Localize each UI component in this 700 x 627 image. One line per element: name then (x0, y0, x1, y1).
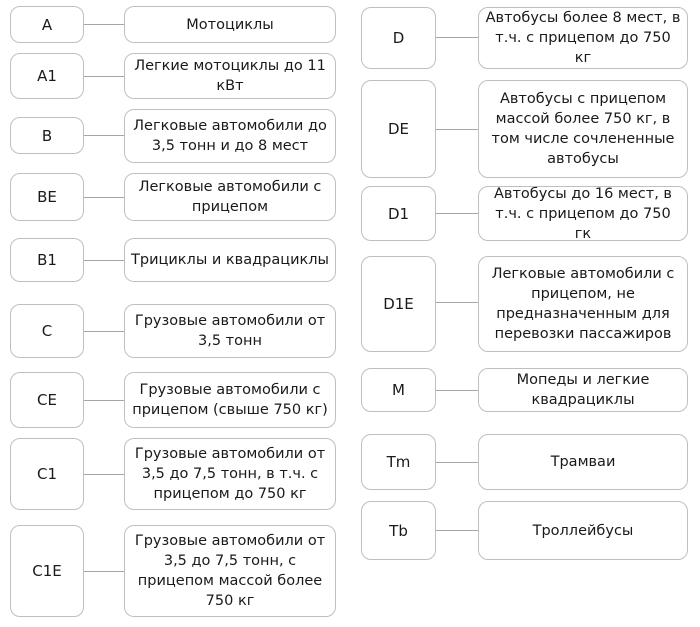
category-code-box: B1 (10, 238, 84, 282)
category-code-box: D1E (361, 256, 436, 352)
category-code-box: C (10, 304, 84, 358)
connector-line (84, 474, 124, 475)
category-code-box: M (361, 368, 436, 412)
category-code-box: B (10, 117, 84, 154)
category-code-box: Tm (361, 434, 436, 490)
connector-line (436, 530, 478, 531)
category-description-box: Грузовые автомобили от 3,5 тонн (124, 304, 336, 358)
category-code-box: A1 (10, 53, 84, 99)
connector-line (436, 213, 478, 214)
connector-line (84, 135, 124, 136)
category-description-box: Автобусы более 8 мест, в т.ч. с прицепом до 750 кг (478, 7, 688, 69)
category-description-box: Грузовые автомобили от 3,5 до 7,5 тонн, с прицепом массой более 750 кг (124, 525, 336, 617)
connector-line (84, 331, 124, 332)
connector-line (436, 37, 478, 38)
connector-line (84, 197, 124, 198)
category-code-box: CE (10, 372, 84, 428)
category-description-box: Грузовые автомобили от 3,5 до 7,5 тонн, в т.ч. с прицепом до 750 кг (124, 438, 336, 510)
category-code-box: D (361, 7, 436, 69)
connector-line (84, 571, 124, 572)
connector-line (436, 462, 478, 463)
category-description-box: Мопеды и легкие квадрациклы (478, 368, 688, 412)
category-description-box: Легкие мотоциклы до 11 кВт (124, 53, 336, 99)
category-code-box: BE (10, 173, 84, 221)
category-description-box: Легковые автомобили до 3,5 тонн и до 8 мест (124, 109, 336, 163)
category-description-box: Мотоциклы (124, 6, 336, 43)
category-description-box: Трициклы и квадрациклы (124, 238, 336, 282)
category-description-box: Троллейбусы (478, 501, 688, 560)
connector-line (84, 400, 124, 401)
category-code-box: C1 (10, 438, 84, 510)
category-description-box: Трамваи (478, 434, 688, 490)
category-description-box: Автобусы до 16 мест, в т.ч. с прицепом до 750 гк (478, 186, 688, 241)
category-description-box: Легковые автомобили с прицепом, не предназначенным для перевозки пассажиров (478, 256, 688, 352)
category-code-box: C1E (10, 525, 84, 617)
connector-line (436, 302, 478, 303)
category-code-box: DE (361, 80, 436, 178)
category-code-box: D1 (361, 186, 436, 241)
category-description-box: Легковые автомобили с прицепом (124, 173, 336, 221)
connector-line (84, 76, 124, 77)
category-code-box: A (10, 6, 84, 43)
connector-line (436, 129, 478, 130)
category-description-box: Грузовые автомобили с прицепом (свыше 750 кг) (124, 372, 336, 428)
connector-line (436, 390, 478, 391)
connector-line (84, 24, 124, 25)
category-description-box: Автобусы с прицепом массой более 750 кг, в том числе сочлененные автобусы (478, 80, 688, 178)
connector-line (84, 260, 124, 261)
category-code-box: Tb (361, 501, 436, 560)
